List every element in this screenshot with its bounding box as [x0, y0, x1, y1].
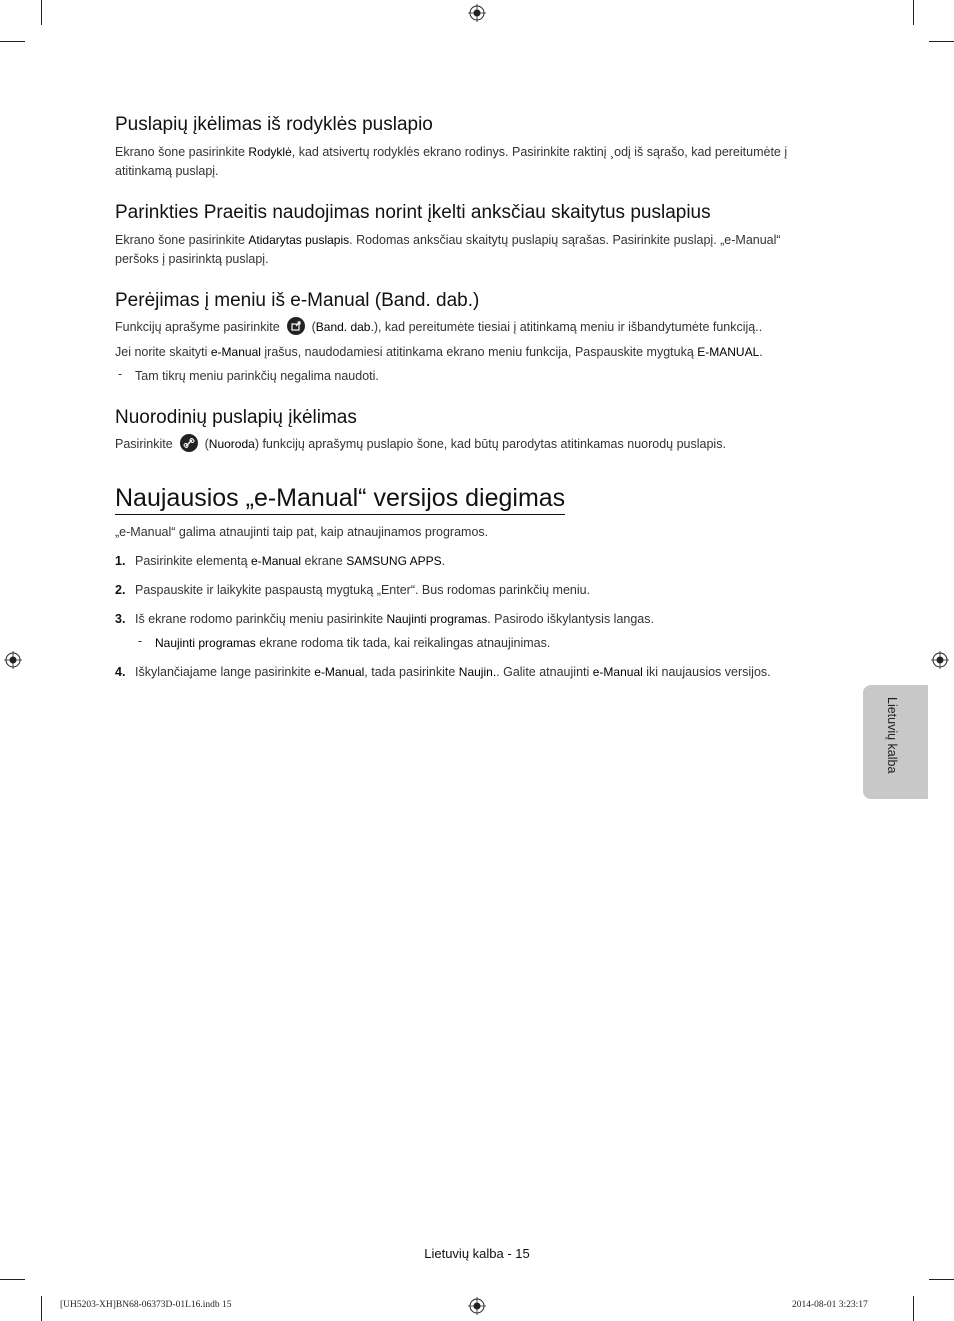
crop-mark [913, 0, 914, 25]
registration-mark-icon [468, 1297, 486, 1315]
section-heading: Parinkties Praeitis naudojimas norint įkelti anksčiau skaitytus puslapius [115, 202, 711, 223]
section-paragraph: Pasirinkite (Nuoroda) funkcijų aprašymų puslapio šone, kad būtų parodytas atitinkamas nuorodų puslapis. [115, 434, 815, 454]
intro-paragraph: „e-Manual“ galima atnaujinti taip pat, kaip atnaujinamos programos. [115, 525, 489, 539]
crop-mark [0, 41, 25, 42]
section-heading: Nuorodinių puslapių įkėlimas [115, 407, 357, 428]
crop-mark [41, 1296, 42, 1321]
section-heading: Puslapių įkėlimas iš rodyklės puslapio [115, 114, 433, 135]
section-paragraph: Ekrano šone pasirinkite Rodyklė, kad atsivertų rodyklės ekrano rodinys. Pasirinkite raktinį ¸odį iš sąrašo, kad pereitumėte į atitinkamą puslapį. [115, 145, 788, 178]
link-icon [180, 434, 198, 452]
section-heading: Perėjimas į meniu iš e-Manual (Band. dab.) [115, 290, 480, 311]
page-number: Lietuvių kalba - 15 [424, 1246, 530, 1261]
registration-mark-icon [931, 651, 949, 669]
crop-mark [0, 1279, 25, 1280]
note-dash: - [118, 367, 123, 381]
print-imprint-right: 2014-08-01 3:23:17 [792, 1300, 868, 1310]
crop-mark [929, 41, 954, 42]
language-side-tab [863, 685, 928, 799]
page-title: Naujausios „e-Manual“ versijos diegimas [115, 484, 565, 515]
crop-mark [929, 1279, 954, 1280]
print-imprint-left: [UH5203-XH]BN68-06373D-01L16.indb 15 [60, 1300, 232, 1310]
section-paragraph: Ekrano šone pasirinkite Atidarytas puslapis. Rodomas anksčiau skaitytų puslapių sąrašas. Pasirinkite puslapį. „e-Manual“ peršoks į pasirinktą puslapį. [115, 233, 781, 266]
registration-mark-icon [468, 4, 486, 22]
note-dash: - [138, 634, 143, 648]
note-text: Naujinti programas ekrane rodoma tik tada, kai reikalingas atnaujinimas. [155, 636, 551, 650]
section-paragraph: Jei norite skaityti e-Manual įrašus, naudodamiesi atitinkama ekrano meniu funkcija, Paspauskite mygtuką E-MANUAL. [115, 345, 763, 359]
crop-mark [913, 1296, 914, 1321]
section-paragraph: Funkcijų aprašyme pasirinkite (Band. dab.), kad pereitumėte tiesiai į atitinkamą meniu ir išbandytumėte funkciją.. [115, 317, 815, 337]
crop-mark [41, 0, 42, 25]
side-tab-label: Lietuvių kalba [885, 697, 899, 774]
try-now-icon [287, 317, 305, 335]
registration-mark-icon [4, 651, 22, 669]
note-text: Tam tikrų meniu parinkčių negalima naudoti. [135, 369, 379, 383]
